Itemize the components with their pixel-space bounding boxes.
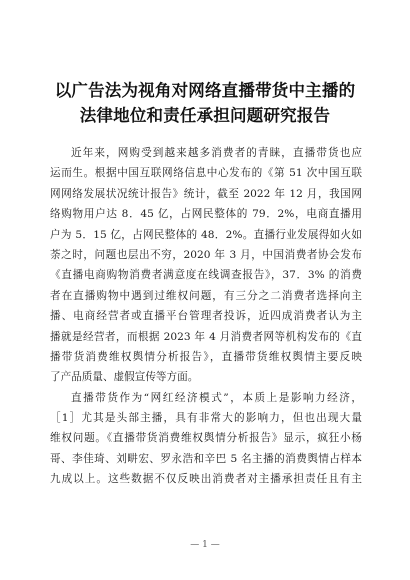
text-line: 播、电商经营者或直播平台管理者投诉，近四成消费者认为主 [50, 310, 362, 323]
page-number: — 1 — [190, 540, 220, 550]
document-body [50, 143, 362, 490]
text-line: 荼之时，问题也层出不穷，2020 年 3 月，中国消费者协会发布 [50, 248, 362, 261]
text-line: 运而生。根据中国互联网络信息中心发布的《第 51 次中国互联 [50, 167, 362, 180]
text-line: 哥、李佳琦、刘畊宏、罗永浩和辛巴 5 名主播的消费舆情占样本 [50, 452, 362, 465]
text-line: 络购物用户达 8．45 亿，占网民整体的 79．2%，电商直播用 [50, 208, 362, 221]
text-line: 直播带货作为“网红经济模式”，本质上是影响力经济， [71, 391, 362, 404]
text-line: 播带货消费维权舆情分析报告》，直播带货维权舆情主要反映 [50, 350, 362, 363]
paragraph-2 [50, 388, 362, 490]
text-line: 《直播电商购物消费者满意度在线调查报告》，37．3% 的消费 [50, 269, 362, 282]
paragraph-1 [50, 143, 362, 388]
text-line: 了产品质量、虚假宣传等方面。 [50, 371, 199, 384]
document-title [30, 78, 380, 128]
text-line: ［1］尤其是头部主播，具有非常大的影响力，但也出现大量 [50, 412, 362, 425]
text-line: 网网络发展状况统计报告》统计，截至 2022 年 12 月，我国网 [50, 187, 362, 200]
text-line: 九成以上。这些数据不仅反映出消费者对主播承担责任且有主 [50, 473, 362, 486]
text-line: 户为 5．15 亿，占网民整体的 48．2%。直播行业发展得如火如 [50, 228, 362, 241]
text-line: 近年来，网购受到越来越多消费者的青睐，直播带货也应 [71, 147, 362, 159]
text-line: 者在直播购物中遇到过维权问题，有三分之二消费者选择向主 [50, 289, 362, 302]
title-line-2: 法律地位和责任承担问题研究报告 [79, 106, 331, 125]
text-line: 播就是经营者，而根据 2023 年 4 月消费者网等机构发布的《直 [50, 330, 362, 343]
text-line: 维权问题。《直播带货消费维权舆情分析报告》显示，疯狂小杨 [50, 432, 362, 445]
title-line-1: 以广告法为视角对网络直播带货中主播的 [54, 81, 356, 100]
